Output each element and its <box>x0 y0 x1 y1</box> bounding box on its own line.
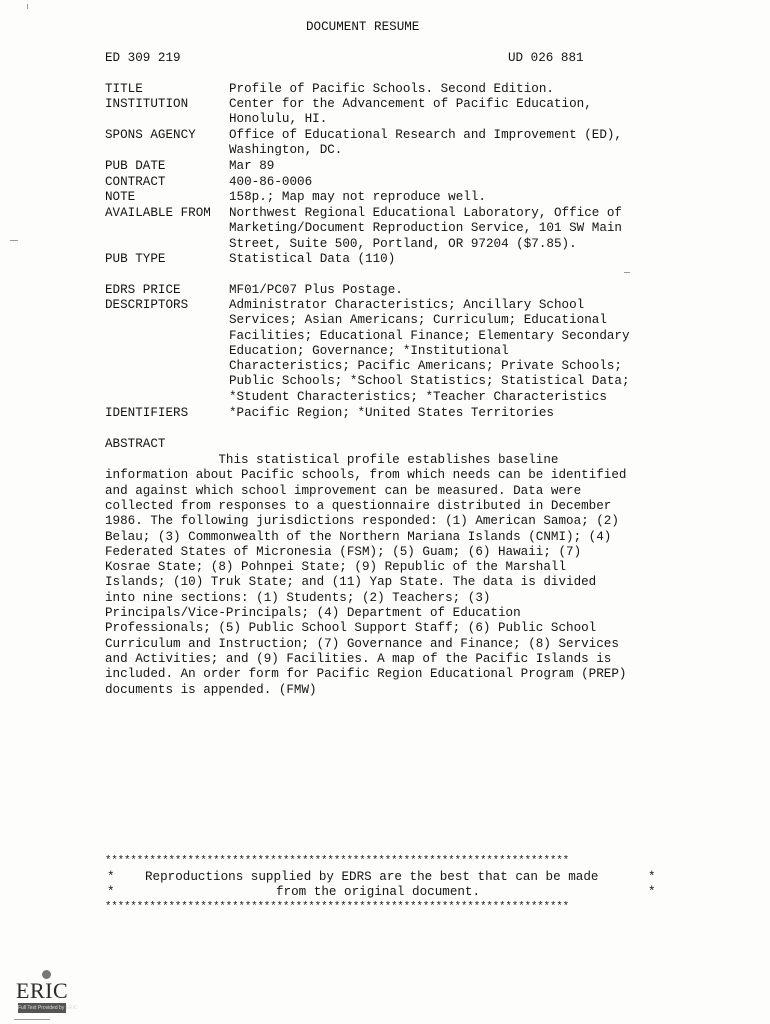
field-label: PUB TYPE <box>105 252 166 266</box>
field-value-line: Marketing/Document Reproduction Service, 101 SW Main <box>229 221 622 236</box>
abstract-line: collected from responses to a questionnaire distributed in December <box>105 498 612 513</box>
ud-number: UD 026 881 <box>508 51 584 65</box>
abstract-line: Professionals; (5) Public School Support Staff; (6) Public School <box>105 621 597 636</box>
field-value-line: Honolulu, HI. <box>229 112 328 127</box>
field-value-line: Characteristics; Pacific Americans; Private Schools; <box>229 359 622 374</box>
notice-line-1: Reproductions supplied by EDRS are the best that can be made <box>145 870 599 884</box>
scan-mark-top <box>27 4 28 9</box>
field-value-line: Statistical Data (110) <box>229 252 396 266</box>
field-value <box>229 252 669 267</box>
field-label: SPONS AGENCY <box>105 128 196 142</box>
abstract-line: Belau; (3) Commonwealth of the Northern Mariana Islands (CNMI); (4) <box>105 529 612 544</box>
field-label: IDENTIFIERS <box>105 406 189 420</box>
field-value <box>229 159 669 174</box>
field-value <box>229 175 669 190</box>
eric-logo <box>16 970 78 1016</box>
abstract-line: and against which school improvement can be measured. Data were <box>105 483 582 498</box>
field-label: NOTE <box>105 190 136 204</box>
field-value-line: Services; Asian Americans; Curriculum; Educational <box>229 313 607 328</box>
field-value <box>229 206 669 252</box>
ed-number: ED 309 219 <box>105 51 181 65</box>
field-value-line: MF01/PC07 Plus Postage. <box>229 283 403 297</box>
field-label: EDRS PRICE <box>105 283 181 297</box>
field-label: INSTITUTION <box>105 97 189 111</box>
abstract-line: Principals/Vice-Principals; (4) Department of Education <box>105 606 521 620</box>
field-value <box>229 298 669 405</box>
abstract-line: information about Pacific schools, from which needs can be identified <box>105 468 627 483</box>
field-label: CONTRACT <box>105 175 166 189</box>
field-value-line: Facilities; Educational Finance; Elementary Secondary <box>229 328 630 343</box>
abstract-line: documents is appended. (FMW) <box>105 682 317 697</box>
field-value <box>229 82 669 97</box>
field-value-line: Profile of Pacific Schools. Second Edition. <box>229 82 554 96</box>
abstract-line: Curriculum and Instruction; (7) Governance and Finance; (8) Services <box>105 636 619 651</box>
field-label: PUB DATE <box>105 159 166 173</box>
notice-left-star-2: * <box>107 885 115 899</box>
field-value-line: Office of Educational Research and Improvement (ED), <box>229 128 622 142</box>
field-value-line: Education; Governance; *Institutional <box>229 343 509 358</box>
scan-mark-right <box>624 272 630 273</box>
field-value <box>229 406 669 421</box>
abstract-line: Federated States of Micronesia (FSM); (5) Guam; (6) Hawaii; (7) <box>105 544 582 559</box>
field-value-line: Administrator Characteristics; Ancillary School <box>229 298 585 312</box>
field-label: AVAILABLE FROM <box>105 206 211 220</box>
field-value-line: *Pacific Region; *United States Territories <box>229 406 554 420</box>
notice-line-2: from the original document. <box>276 885 481 899</box>
field-value-line: 158p.; Map may not reproduce well. <box>229 190 486 204</box>
field-label: TITLE <box>105 82 143 96</box>
field-value-line: Public Schools; *School Statistics; Statistical Data; <box>229 374 630 389</box>
field-value-line: Northwest Regional Educational Laboratory, Office of <box>229 206 622 220</box>
abstract-line: 1986. The following jurisdictions responded: (1) American Samoa; (2) <box>105 514 619 529</box>
abstract-line: Kosrae State; (8) Pohnpei State; (9) Republic of the Marshall <box>105 560 567 575</box>
field-label: DESCRIPTORS <box>105 298 189 312</box>
scan-mark-left <box>10 240 18 241</box>
field-value-line: Washington, DC. <box>229 143 343 158</box>
notice-left-star-1: * <box>107 870 115 884</box>
eric-logo-text: ERIC <box>16 978 69 1003</box>
field-value-line: 400-86-0006 <box>229 175 313 189</box>
notice-bottom-border: ************************************************************************* <box>105 901 570 913</box>
field-value-line: *Student Characteristics; *Teacher Characteristics <box>229 389 607 404</box>
notice-right-star-2: * <box>648 885 656 899</box>
field-value-line: Center for the Advancement of Pacific Education, <box>229 97 592 111</box>
abstract-line: Islands; (10) Truk State; and (11) Yap State. The data is divided <box>105 575 597 590</box>
scan-mark-bottom <box>14 1019 50 1020</box>
document-title: DOCUMENT RESUME <box>306 20 420 34</box>
abstract-line: into nine sections: (1) Students; (2) Teachers; (3) <box>105 590 491 605</box>
abstract-line: This statistical profile establishes baseline <box>105 453 559 467</box>
field-value <box>229 128 669 159</box>
field-value <box>229 283 669 298</box>
abstract-line: and Activities; and (9) Facilities. A map of the Pacific Islands is <box>105 651 612 666</box>
abstract-line: included. An order form for Pacific Region Educational Program (PREP) <box>105 667 627 682</box>
abstract-label: ABSTRACT <box>105 437 166 451</box>
field-value-line: Mar 89 <box>229 159 275 173</box>
eric-logo-tagline: Full Text Provided by ERIC <box>18 1005 78 1011</box>
field-value <box>229 190 669 205</box>
field-value-line: Street, Suite 500, Portland, OR 97204 ($7.85). <box>229 236 577 251</box>
notice-top-border: ************************************************************************* <box>105 855 570 867</box>
notice-right-star-1: * <box>648 870 656 884</box>
field-value <box>229 97 669 128</box>
